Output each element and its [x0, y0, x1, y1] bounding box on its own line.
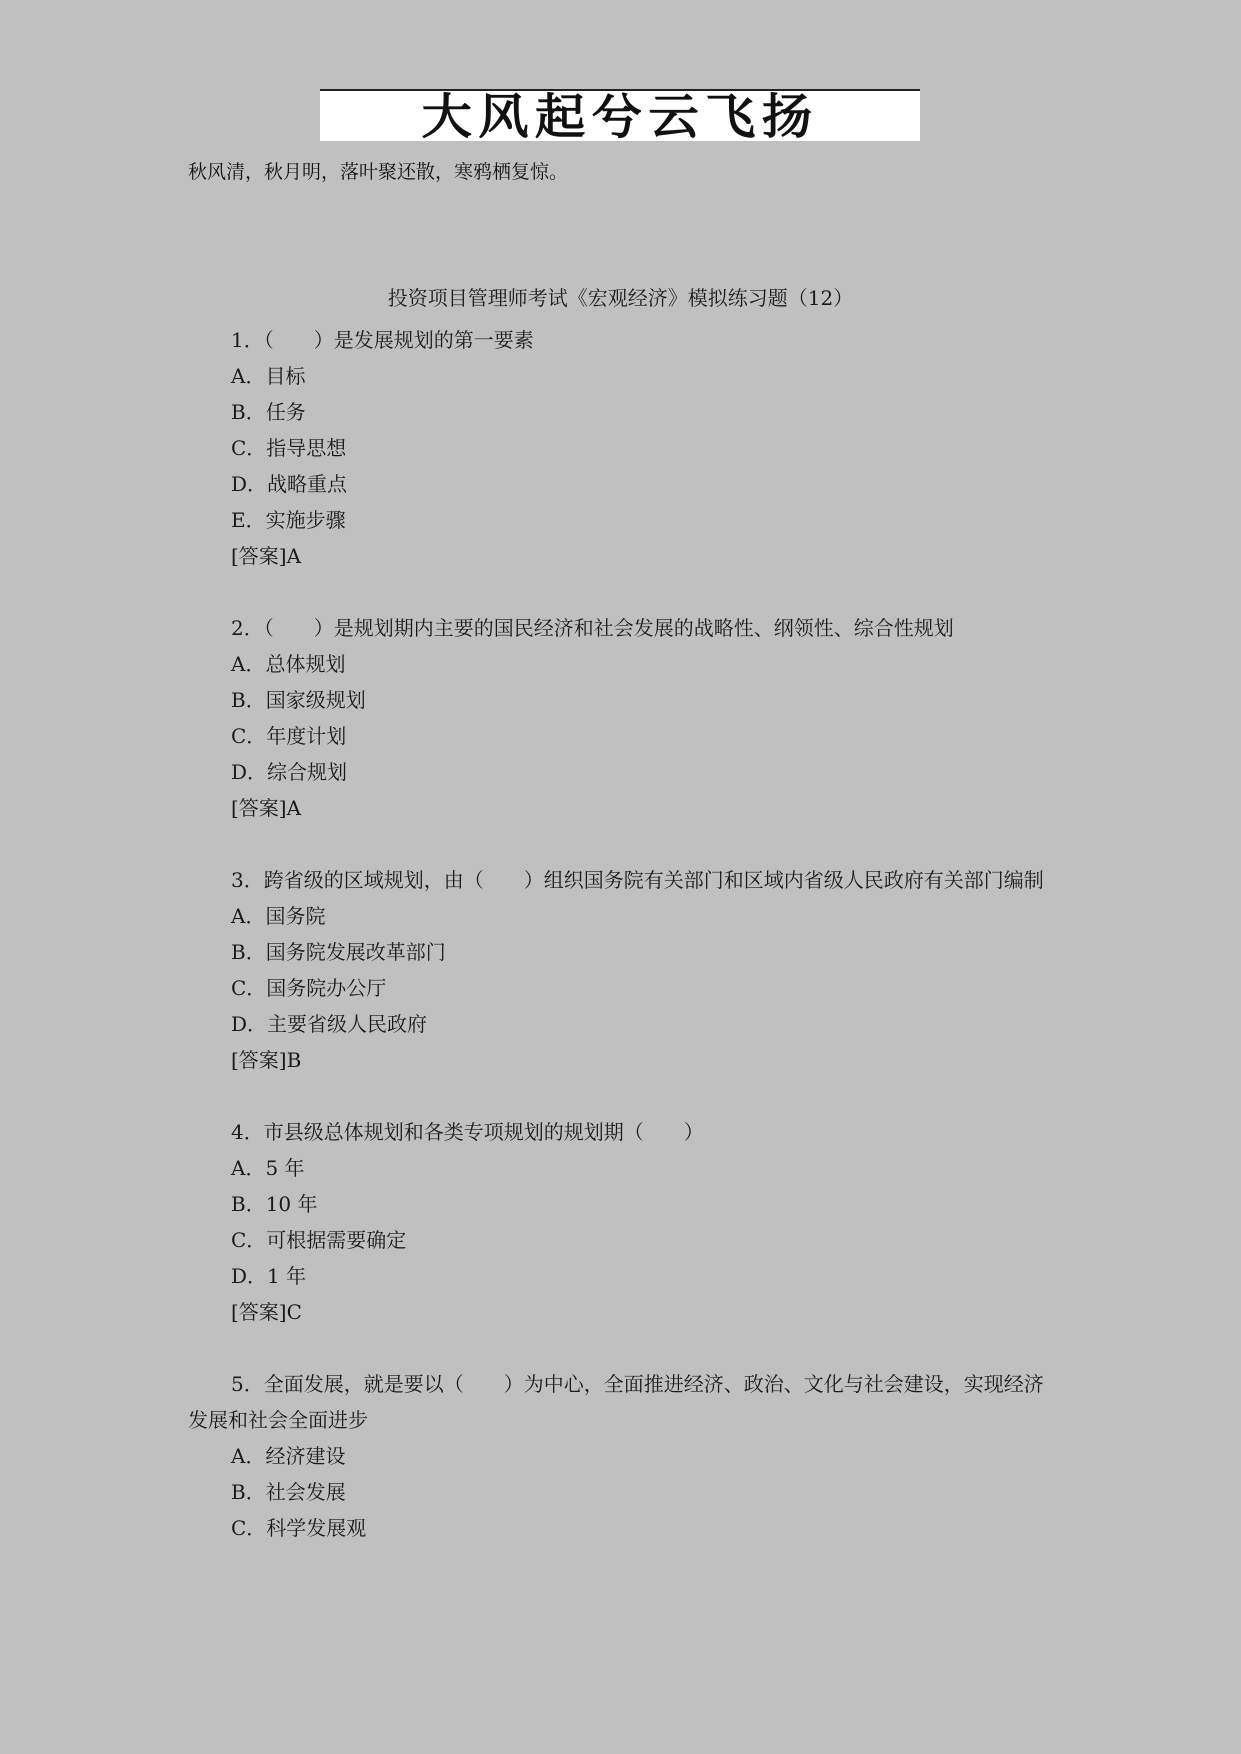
option-a: A．经济建设: [231, 1444, 346, 1468]
question-2: [188, 610, 1058, 826]
option-b: B．国务院发展改革部门: [231, 940, 446, 964]
option-a: A．国务院: [231, 904, 326, 928]
answer: [答案]B: [231, 1048, 302, 1072]
question-stem: 1．（ ）是发展规划的第一要素: [231, 328, 534, 352]
option-c: C．年度计划: [231, 724, 347, 748]
option-b: B．任务: [231, 400, 306, 424]
option-e: E．实施步骤: [231, 508, 346, 532]
option-a: A．目标: [231, 364, 306, 388]
question-4: [188, 1114, 1058, 1330]
question-stem: 5．全面发展，就是要以（ ）为中心，全面推进经济、政治、文化与社会建设，实现经济发展和社会全面进步: [188, 1372, 1044, 1432]
question-5: [188, 1366, 1058, 1546]
question-stem: 2．（ ）是规划期内主要的国民经济和社会发展的战略性、纲领性、综合性规划: [231, 616, 954, 640]
banner-calligraphy: 大风起兮云飞扬: [421, 89, 819, 141]
answer: [答案]A: [231, 544, 302, 568]
option-b: B．10 年: [231, 1192, 318, 1216]
option-d: D．综合规划: [231, 760, 348, 784]
option-c: C．科学发展观: [231, 1516, 367, 1540]
question-3: [188, 862, 1058, 1078]
banner-image: [320, 89, 920, 141]
option-a: A．总体规划: [231, 652, 346, 676]
option-d: D．主要省级人民政府: [231, 1012, 428, 1036]
option-b: B．国家级规划: [231, 688, 366, 712]
answer: [答案]A: [231, 796, 302, 820]
option-c: C．可根据需要确定: [231, 1228, 407, 1252]
option-b: B．社会发展: [231, 1480, 346, 1504]
question-stem: 4．市县级总体规划和各类专项规划的规划期（ ）: [231, 1120, 704, 1144]
document-title: 投资项目管理师考试《宏观经济》模拟练习题（12）: [387, 286, 854, 310]
option-d: D．1 年: [231, 1264, 307, 1288]
option-c: C．国务院办公厅: [231, 976, 387, 1000]
question-list: [188, 322, 1058, 1582]
answer: [答案]C: [231, 1300, 302, 1324]
question-stem: 3．跨省级的区域规划，由（ ）组织国务院有关部门和区域内省级人民政府有关部门编制: [231, 868, 1044, 892]
poem-line: 秋风清，秋月明，落叶聚还散，寒鸦栖复惊。: [188, 161, 569, 183]
question-1: [188, 322, 1058, 574]
option-a: A．5 年: [231, 1156, 305, 1180]
option-c: C．指导思想: [231, 436, 347, 460]
option-d: D．战略重点: [231, 472, 348, 496]
